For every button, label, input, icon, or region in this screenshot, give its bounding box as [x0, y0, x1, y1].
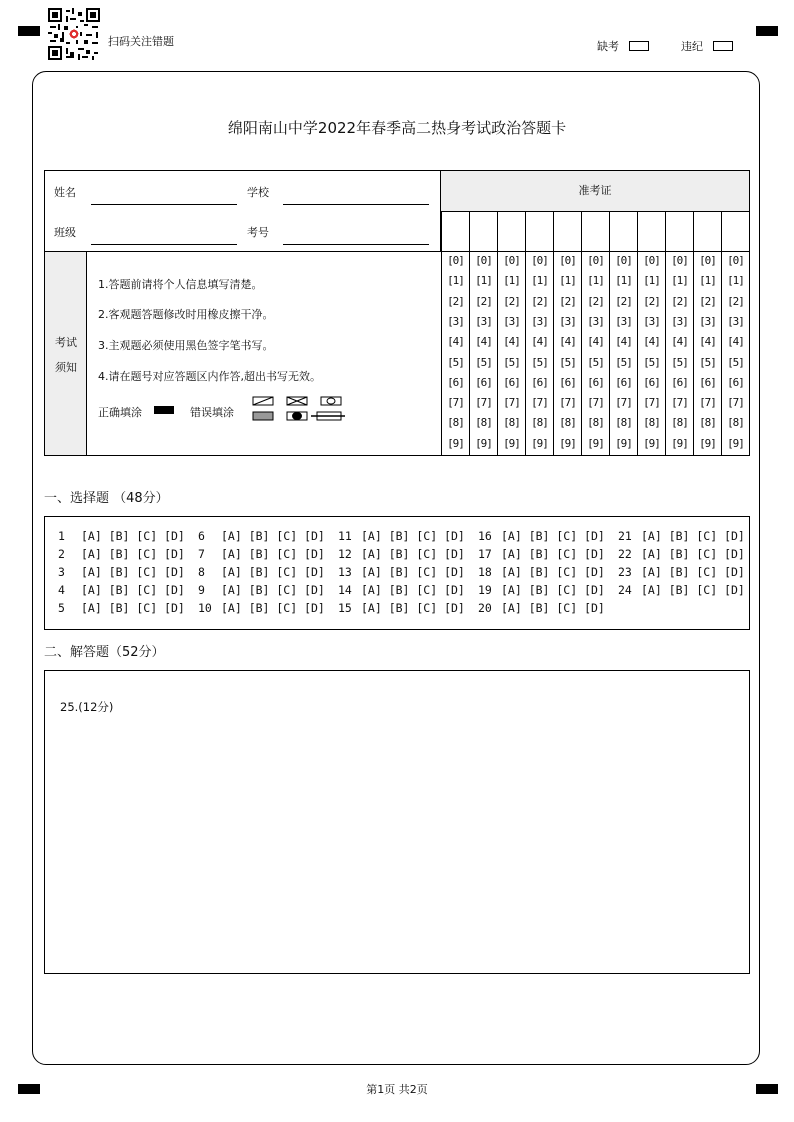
admission-digit-option[interactable]: [3] [615, 314, 632, 328]
answer-options[interactable]: [A] [B] [C] [D] [81, 601, 185, 615]
wrong-fill-samples [251, 395, 347, 425]
question-number: 6 [198, 529, 205, 543]
admission-digit-option[interactable]: [4] [615, 335, 632, 349]
admission-digit-write-cell[interactable] [498, 212, 525, 252]
admission-digit-option[interactable]: [7] [699, 396, 716, 410]
admission-digit-option[interactable]: [6] [475, 375, 492, 389]
info-panel [44, 170, 750, 456]
admission-digit-option[interactable]: [6] [587, 375, 604, 389]
question-number: 15 [338, 601, 352, 615]
question-number: 8 [198, 565, 205, 579]
answer-options[interactable]: [A] [B] [C] [D] [221, 565, 325, 579]
absent-label: 缺考 [597, 40, 619, 53]
question-number: 18 [478, 565, 492, 579]
wrong-fill-label: 错误填涂 [190, 406, 234, 419]
admission-digit-write-cell[interactable] [582, 212, 609, 252]
admission-digit-option[interactable]: [6] [699, 375, 716, 389]
absent-flag [597, 38, 649, 54]
admission-digit-option[interactable]: [8] [671, 416, 688, 430]
admission-digit-option[interactable]: [9] [503, 436, 520, 450]
admission-digit-option[interactable]: [3] [671, 314, 688, 328]
admission-digit-option[interactable]: [1] [531, 274, 548, 288]
admission-digit-option[interactable]: [0] [503, 254, 520, 267]
admission-digit-option[interactable]: [6] [643, 375, 660, 389]
essay-answer-area[interactable] [44, 670, 750, 974]
answer-options[interactable]: [A] [B] [C] [D] [501, 547, 605, 561]
answer-options[interactable]: [A] [B] [C] [D] [501, 529, 605, 543]
registration-mark-top-right [756, 26, 778, 36]
admission-digit-column [721, 212, 749, 455]
admission-digit-option[interactable]: [3] [475, 314, 492, 328]
admission-digit-option[interactable]: [7] [615, 396, 632, 410]
admission-digit-option[interactable]: [2] [475, 294, 492, 308]
admission-digit-option[interactable]: [3] [503, 314, 520, 328]
question-number: 14 [338, 583, 352, 597]
admission-digit-option[interactable]: [9] [643, 436, 660, 450]
admission-digit-option[interactable]: [5] [699, 355, 716, 369]
violation-checkbox[interactable] [713, 41, 733, 51]
exam-no-field[interactable] [283, 244, 429, 245]
question-number: 19 [478, 583, 492, 597]
admission-digit-option[interactable]: [0] [559, 254, 576, 267]
question-25-label: 25.(12分) [60, 700, 114, 714]
question-number: 5 [58, 601, 65, 615]
admission-digit-column [581, 212, 609, 455]
admission-digit-column [469, 212, 497, 455]
answer-options[interactable]: [A] [B] [C] [D] [221, 547, 325, 561]
violation-flag [681, 38, 733, 54]
question-number: 17 [478, 547, 492, 561]
qr-label: 扫码关注错题 [108, 35, 174, 48]
admission-digit-option[interactable]: [9] [727, 436, 744, 450]
answer-options[interactable]: [A] [B] [C] [D] [221, 529, 325, 543]
admission-digit-option[interactable]: [4] [699, 335, 716, 349]
question-number: 4 [58, 583, 65, 597]
admission-digit-option[interactable]: [2] [727, 294, 744, 308]
answer-options[interactable]: [A] [B] [C] [D] [501, 583, 605, 597]
question-number: 22 [618, 547, 632, 561]
admission-digit-option[interactable]: [5] [615, 355, 632, 369]
admission-digit-column [441, 212, 469, 455]
school-label: 学校 [247, 186, 269, 199]
school-field[interactable] [283, 204, 429, 205]
notice-side [45, 252, 87, 455]
exam-no-label: 考号 [247, 226, 269, 239]
admission-digit-option[interactable]: [0] [587, 254, 604, 267]
admission-digit-option[interactable]: [8] [643, 416, 660, 430]
class-field[interactable] [91, 244, 237, 245]
admission-digit-option[interactable]: [3] [643, 314, 660, 328]
class-label: 班级 [54, 226, 76, 239]
admission-digit-option[interactable]: [3] [699, 314, 716, 328]
admission-digit-option[interactable]: [0] [699, 254, 716, 267]
answer-options[interactable]: [A] [B] [C] [D] [361, 529, 465, 543]
admission-digit-column [609, 212, 637, 455]
admission-digit-write-cell[interactable] [442, 212, 469, 252]
admission-digit-write-cell[interactable] [694, 212, 721, 252]
notice-item: 3.主观题必须使用黑色签字笔书写。 [98, 339, 274, 352]
question-number: 7 [198, 547, 205, 561]
question-number: 16 [478, 529, 492, 543]
question-number: 21 [618, 529, 632, 543]
admission-digit-option[interactable]: [7] [727, 396, 744, 410]
admission-digit-write-cell[interactable] [666, 212, 693, 252]
admission-digit-option[interactable]: [8] [699, 416, 716, 430]
admission-digit-option[interactable]: [1] [643, 274, 660, 288]
admission-digit-option[interactable]: [1] [503, 274, 520, 288]
admission-digit-option[interactable]: [2] [503, 294, 520, 308]
name-label: 姓名 [54, 186, 76, 199]
admission-digit-option[interactable]: [7] [447, 396, 464, 410]
admission-digit-option[interactable]: [5] [447, 355, 464, 369]
admission-digit-option[interactable]: [0] [475, 254, 492, 267]
admission-digit-option[interactable]: [4] [503, 335, 520, 349]
admission-digit-option[interactable]: [1] [671, 274, 688, 288]
admission-digit-option[interactable]: [4] [531, 335, 548, 349]
admission-digit-option[interactable]: [8] [475, 416, 492, 430]
admission-digit-option[interactable]: [1] [475, 274, 492, 288]
answer-options[interactable]: [A] [B] [C] [D] [501, 601, 605, 615]
admission-digit-write-cell[interactable] [526, 212, 553, 252]
admission-digit-option[interactable]: [6] [531, 375, 548, 389]
admission-digit-write-cell[interactable] [554, 212, 581, 252]
admission-digit-option[interactable]: [2] [559, 294, 576, 308]
admission-digit-option[interactable]: [2] [643, 294, 660, 308]
answer-options[interactable]: [A] [B] [C] [D] [81, 565, 185, 579]
admission-digit-option[interactable]: [4] [475, 335, 492, 349]
student-info [45, 171, 441, 252]
admission-digit-option[interactable]: [7] [587, 396, 604, 410]
admission-digit-write-cell[interactable] [722, 212, 749, 252]
admission-digit-option[interactable]: [2] [615, 294, 632, 308]
admission-digit-option[interactable]: [2] [531, 294, 548, 308]
admission-digit-option[interactable]: [0] [615, 254, 632, 267]
admission-digit-write-cell[interactable] [610, 212, 637, 252]
admission-digit-option[interactable]: [6] [447, 375, 464, 389]
admission-digit-option[interactable]: [3] [531, 314, 548, 328]
admission-digit-option[interactable]: [1] [727, 274, 744, 288]
admission-digit-option[interactable]: [7] [503, 396, 520, 410]
admission-digit-option[interactable]: [5] [671, 355, 688, 369]
admission-digit-option[interactable]: [3] [587, 314, 604, 328]
answer-options[interactable]: [A] [B] [C] [D] [81, 583, 185, 597]
answer-options[interactable]: [A] [B] [C] [D] [641, 547, 745, 561]
answer-options[interactable]: [A] [B] [C] [D] [81, 529, 185, 543]
admission-digit-option[interactable]: [8] [531, 416, 548, 430]
admission-digit-option[interactable]: [9] [475, 436, 492, 450]
question-number: 10 [198, 601, 212, 615]
question-number: 20 [478, 601, 492, 615]
question-number: 2 [58, 547, 65, 561]
admission-digit-write-cell[interactable] [470, 212, 497, 252]
admission-digit-option[interactable]: [8] [559, 416, 576, 430]
page-footer: 第1页 共2页 [366, 1083, 428, 1096]
admission-digit-option[interactable]: [6] [727, 375, 744, 389]
admission-digit-option[interactable]: [5] [503, 355, 520, 369]
question-number: 11 [338, 529, 352, 543]
answer-options[interactable]: [A] [B] [C] [D] [81, 547, 185, 561]
question-number: 24 [618, 583, 632, 597]
admission-digit-option[interactable]: [7] [475, 396, 492, 410]
admission-digit-option[interactable]: [2] [699, 294, 716, 308]
admission-digit-column [693, 212, 721, 455]
question-number: 1 [58, 529, 65, 543]
admission-digit-option[interactable]: [5] [475, 355, 492, 369]
admission-digit-option[interactable]: [6] [559, 375, 576, 389]
admission-digit-option[interactable]: [8] [587, 416, 604, 430]
answer-options[interactable]: [A] [B] [C] [D] [361, 583, 465, 597]
admission-digit-option[interactable]: [0] [643, 254, 660, 267]
admission-digit-option[interactable]: [7] [671, 396, 688, 410]
qr-code-icon[interactable] [48, 8, 100, 60]
section-choice-title: 一、选择题 （48分） [44, 491, 169, 506]
answer-options[interactable]: [A] [B] [C] [D] [361, 601, 465, 615]
admission-digit-column [553, 212, 581, 455]
correct-fill-label: 正确填涂 [98, 406, 142, 419]
admission-digit-option[interactable]: [8] [727, 416, 744, 430]
admission-digit-option[interactable]: [9] [531, 436, 548, 450]
section-essay-title: 二、解答题（52分） [44, 645, 165, 660]
admission-digit-option[interactable]: [4] [559, 335, 576, 349]
name-field[interactable] [91, 204, 237, 205]
admission-digit-option[interactable]: [6] [671, 375, 688, 389]
admission-digit-option[interactable]: [0] [531, 254, 548, 267]
admission-digit-option[interactable]: [2] [671, 294, 688, 308]
admission-digit-option[interactable]: [3] [447, 314, 464, 328]
registration-mark-top-left [18, 26, 40, 36]
admission-digit-option[interactable]: [4] [727, 335, 744, 349]
admission-digit-option[interactable]: [9] [699, 436, 716, 450]
answer-options[interactable]: [A] [B] [C] [D] [501, 565, 605, 579]
admission-number-header: 准考证 [441, 171, 749, 212]
admission-digit-option[interactable]: [5] [559, 355, 576, 369]
absent-checkbox[interactable] [629, 41, 649, 51]
question-number: 23 [618, 565, 632, 579]
admission-digit-option[interactable]: [8] [615, 416, 632, 430]
question-number: 3 [58, 565, 65, 579]
admission-digit-option[interactable]: [3] [559, 314, 576, 328]
admission-digit-option[interactable]: [4] [447, 335, 464, 349]
admission-digit-option[interactable]: [5] [643, 355, 660, 369]
admission-digit-option[interactable]: [1] [587, 274, 604, 288]
admission-digit-option[interactable]: [5] [531, 355, 548, 369]
answer-options[interactable]: [A] [B] [C] [D] [361, 547, 465, 561]
admission-digit-option[interactable]: [2] [447, 294, 464, 308]
admission-digit-option[interactable]: [4] [587, 335, 604, 349]
admission-digit-column [497, 212, 525, 455]
admission-digit-option[interactable]: [0] [727, 254, 744, 267]
admission-digit-option[interactable]: [9] [447, 436, 464, 450]
admission-digit-option[interactable]: [4] [643, 335, 660, 349]
admission-digit-option[interactable]: [0] [671, 254, 688, 267]
answer-options[interactable]: [A] [B] [C] [D] [641, 529, 745, 543]
question-number: 9 [198, 583, 205, 597]
notice-side-label-1: 考试 [55, 336, 77, 349]
question-number: 13 [338, 565, 352, 579]
admission-digit-column [525, 212, 553, 455]
admission-digit-option[interactable]: [7] [643, 396, 660, 410]
choice-answer-area [44, 516, 750, 630]
admission-digit-option[interactable]: [9] [559, 436, 576, 450]
notice-side-label-2: 须知 [55, 361, 77, 374]
admission-digit-option[interactable]: [2] [587, 294, 604, 308]
admission-digit-option[interactable]: [1] [615, 274, 632, 288]
admission-digit-option[interactable]: [1] [447, 274, 464, 288]
admission-digit-option[interactable]: [1] [699, 274, 716, 288]
admission-digit-option[interactable]: [5] [587, 355, 604, 369]
page-title: 绵阳南山中学2022年春季高二热身考试政治答题卡 [227, 119, 567, 137]
admission-digit-option[interactable]: [7] [559, 396, 576, 410]
notice-item: 2.客观题答题修改时用橡皮擦干净。 [98, 308, 274, 321]
answer-options[interactable]: [A] [B] [C] [D] [641, 565, 745, 579]
answer-options[interactable]: [A] [B] [C] [D] [641, 583, 745, 597]
admission-digit-write-cell[interactable] [638, 212, 665, 252]
admission-digit-option[interactable]: [9] [615, 436, 632, 450]
admission-digit-option[interactable]: [0] [447, 254, 464, 267]
admission-digit-column [665, 212, 693, 455]
admission-digit-option[interactable]: [8] [447, 416, 464, 430]
admission-digit-option[interactable]: [6] [503, 375, 520, 389]
admission-digit-option[interactable]: [6] [615, 375, 632, 389]
correct-fill-sample [154, 406, 174, 414]
answer-options[interactable]: [A] [B] [C] [D] [221, 601, 325, 615]
notice-item: 4.请在题号对应答题区内作答,超出书写无效。 [98, 370, 321, 383]
admission-digit-option[interactable]: [4] [671, 335, 688, 349]
admission-digit-column [637, 212, 665, 455]
admission-digit-option[interactable]: [5] [727, 355, 744, 369]
admission-digit-option[interactable]: [9] [671, 436, 688, 450]
admission-digit-option[interactable]: [9] [587, 436, 604, 450]
answer-options[interactable]: [A] [B] [C] [D] [221, 583, 325, 597]
question-number: 12 [338, 547, 352, 561]
admission-digit-option[interactable]: [1] [559, 274, 576, 288]
admission-digit-option[interactable]: [7] [531, 396, 548, 410]
admission-digit-option[interactable]: [8] [503, 416, 520, 430]
answer-options[interactable]: [A] [B] [C] [D] [361, 565, 465, 579]
violation-label: 违纪 [681, 40, 703, 53]
notice-item: 1.答题前请将个人信息填写清楚。 [98, 278, 263, 291]
admission-digit-option[interactable]: [3] [727, 314, 744, 328]
